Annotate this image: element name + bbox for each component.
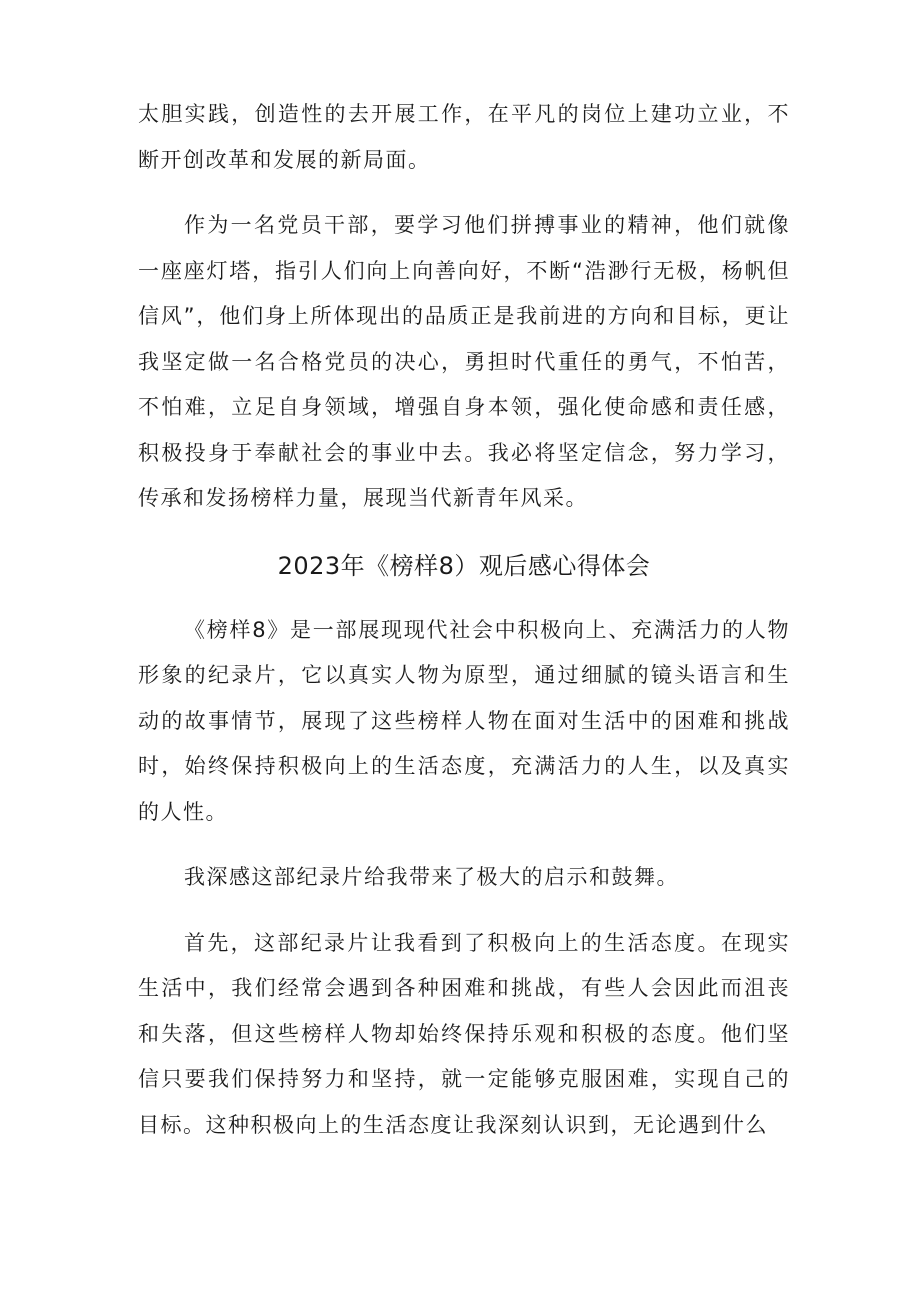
- paragraph-documentary-intro: 《榜样8》是一部展现现代社会中积极向上、充满活力的人物形象的纪录片，它以真实人物为原型，通过细腻的镜头语言和生动的故事情节，展现了这些榜样人物在面对生活中的困难和挑战时，始终保持积极向上的生活态度，充满活力的人生，以及真实的人性。: [138, 617, 790, 824]
- paragraph-inspiration: 我深感这部纪录片给我带来了极大的启示和鼓舞。: [184, 865, 679, 889]
- document-body: [138, 92, 790, 1148]
- section-title: 2023年《榜样8）观后感心得体会: [277, 551, 651, 580]
- paragraph-party-member: 作为一名党员干部，要学习他们拼搏事业的精神，他们就像一座座灯塔，指引人们向上向善向好，不断“浩渺行无极，杨帆但信风”，他们身上所体现出的品质正是我前进的方向和目标，更让我坚定做一名合格党员的决心，勇担时代重任的勇气，不怕苦，不怕难，立足自身领域，增强自身本领，强化使命感和责任感，积极投身于奉献社会的事业中去。我必将坚定信念，努力学习，传承和发扬榜样力量，展现当代新青年风采。: [138, 213, 790, 510]
- paragraph-continuation: 太胆实践，创造性的去开展工作，在平凡的岗位上建功立业，不断开创改革和发展的新局面。: [138, 102, 790, 172]
- paragraph-first-point: 首先，这部纪录片让我看到了积极向上的生活态度。在现实生活中，我们经常会遇到各种困难和挑战，有些人会因此而沮丧和失落，但这些榜样人物却始终保持乐观和积极的态度。他们坚信只要我们保持努力和坚持，就一定能够克服困难，实现自己的目标。这种积极向上的生活态度让我深刻认识到，无论遇到什么: [138, 930, 790, 1137]
